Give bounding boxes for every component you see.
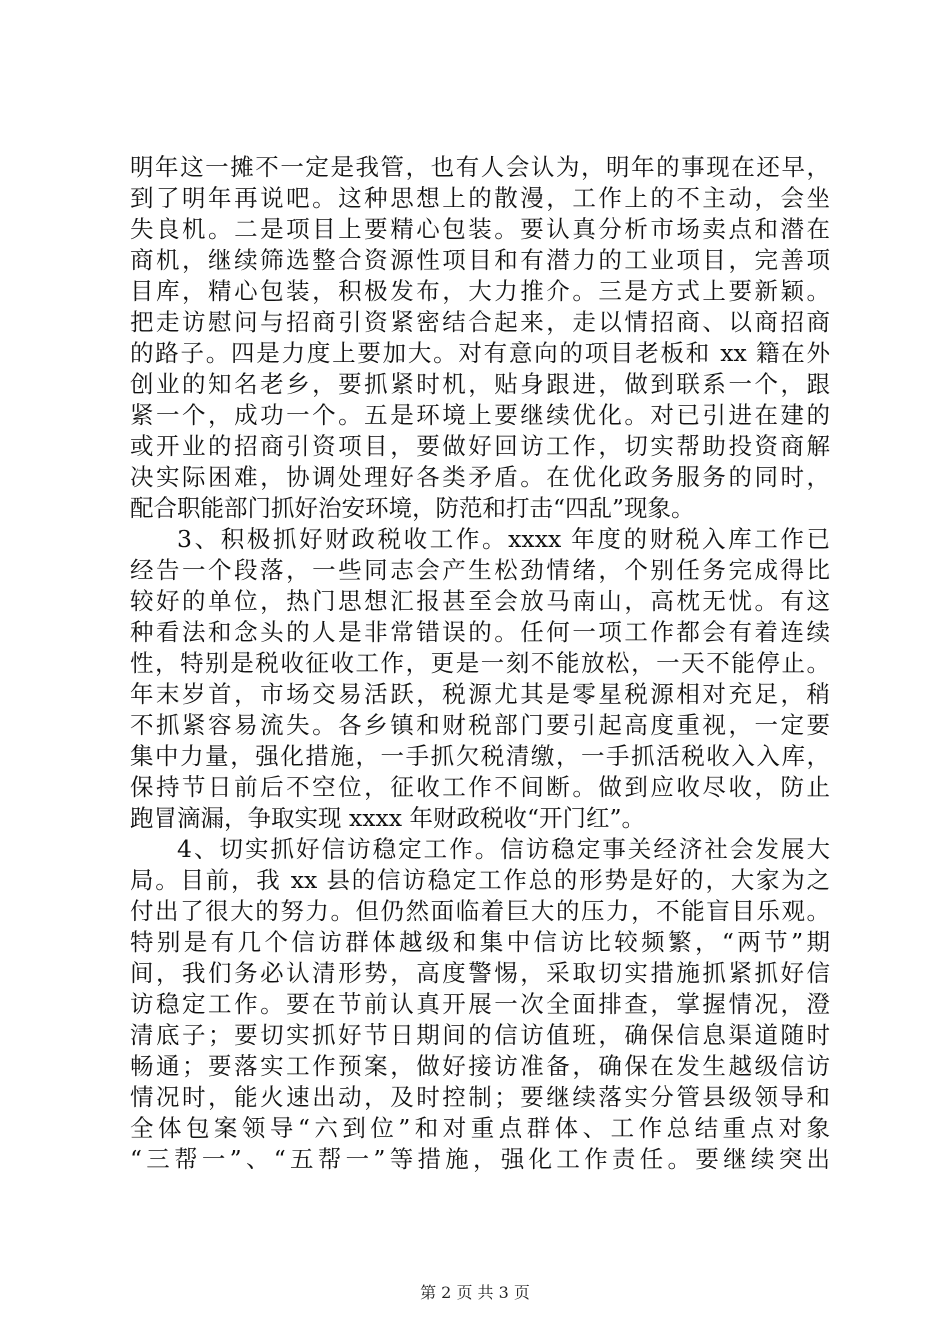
text-line: 把走访慰问与招商引资紧密结合起来，走以情招商、以商招商 — [130, 308, 830, 336]
text-line: 保持节日前后不空位，征收工作不间断。做到应收尽收，防止 — [130, 773, 830, 801]
text-line: 畅通；要落实工作预案，做好接访准备，确保在发生越级信访 — [130, 1052, 830, 1080]
text-line: 跑冒滴漏，争取实现 xxxx 年财政税收“开门红”。 — [130, 804, 645, 832]
text-line: 不抓紧容易流失。各乡镇和财税部门要引起高度重视，一定要 — [130, 711, 830, 739]
text-line: 决实际困难，协调处理好各类矛盾。在优化政务服务的同时， — [130, 463, 830, 491]
text-line: 配合职能部门抓好治安环境，防范和打击“四乱”现象。 — [130, 494, 695, 522]
text-line: 清底子；要切实抓好节日期间的信访值班，确保信息渠道随时 — [130, 1021, 830, 1049]
text-line: 或开业的招商引资项目，要做好回访工作，切实帮助投资商解 — [130, 432, 830, 460]
text-line: 全体包案领导“六到位”和对重点群体、工作总结重点对象 — [130, 1114, 830, 1142]
text-line: 局。目前，我 xx 县的信访稳定工作总的形势是好的，大家为之 — [130, 866, 830, 894]
text-line: 经告一个段落，一些同志会产生松劲情绪，个别任务完成得比 — [130, 556, 830, 584]
text-line: 种看法和念头的人是非常错误的。任何一项工作都会有着连续 — [130, 618, 830, 646]
paragraph-start-line: 3、积极抓好财政税收工作。xxxx 年度的财税入库工作已 — [177, 525, 830, 553]
text-line: 访稳定工作。要在节前认真开展一次全面排查，掌握情况，澄 — [130, 990, 830, 1018]
text-line: 的路子。四是力度上要加大。对有意向的项目老板和 xx 籍在外 — [130, 339, 830, 367]
text-line: 较好的单位，热门思想汇报甚至会放马南山，高枕无忧。有这 — [130, 587, 830, 615]
text-line: 间，我们务必认清形势，高度警惕，采取切实措施抓紧抓好信 — [130, 959, 830, 987]
text-line: 付出了很大的努力。但仍然面临着巨大的压力，不能盲目乐观。 — [130, 897, 830, 925]
text-line: 明年这一摊不一定是我管，也有人会认为，明年的事现在还早， — [130, 153, 830, 181]
document-body — [130, 152, 830, 1175]
text-line: 性，特别是税收征收工作，更是一刻不能放松，一天不能停止。 — [130, 649, 830, 677]
text-line: 集中力量，强化措施，一手抓欠税清缴，一手抓活税收入入库， — [130, 742, 830, 770]
text-line: 目库，精心包装，积极发布，大力推介。三是方式上要新颖。 — [130, 277, 830, 305]
text-line: 失良机。二是项目上要精心包装。要认真分析市场卖点和潜在 — [130, 215, 830, 243]
text-line: 紧一个，成功一个。五是环境上要继续优化。对已引进在建的 — [130, 401, 830, 429]
text-line: 商机，继续筛选整合资源性项目和有潜力的工业项目，完善项 — [130, 246, 830, 274]
text-line: 年末岁首，市场交易活跃，税源尤其是零星税源相对充足，稍 — [130, 680, 830, 708]
text-line: 到了明年再说吧。这种思想上的散漫，工作上的不主动，会坐 — [130, 184, 830, 212]
text-line: 创业的知名老乡，要抓紧时机，贴身跟进，做到联系一个，跟 — [130, 370, 830, 398]
paragraph-start-line: 4、切实抓好信访稳定工作。信访稳定事关经济社会发展大 — [177, 835, 830, 863]
text-line: 特别是有几个信访群体越级和集中信访比较频繁，“两节”期 — [130, 928, 830, 956]
page-number-footer: 第 2 页 共 3 页 — [420, 1283, 530, 1302]
text-line: 情况时，能火速出动，及时控制；要继续落实分管县级领导和 — [130, 1083, 830, 1111]
text-line: “三帮一”、“五帮一”等措施，强化工作责任。要继续突出 — [130, 1145, 830, 1173]
